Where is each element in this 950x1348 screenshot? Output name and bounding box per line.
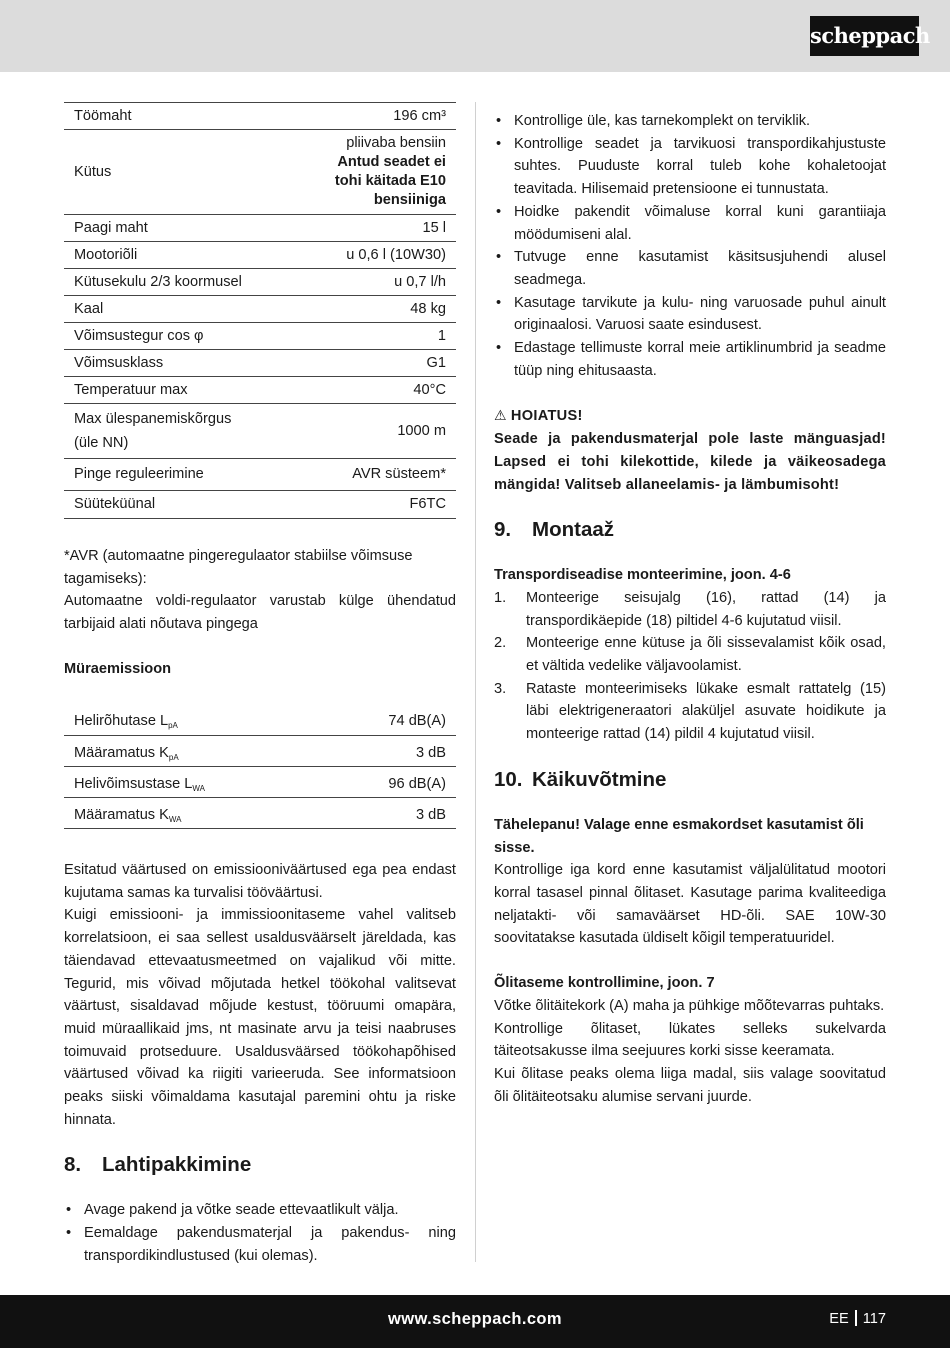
warning-title-text: HOIATUS! <box>510 408 583 425</box>
noise-heading: Müraemissioon <box>64 660 172 677</box>
avr-note-line: Automaatne voldi-regulaator varustab külge ühendatud tarbijaid alati nõutava pingega <box>64 593 456 633</box>
table-row <box>64 767 456 798</box>
noise-paragraph: Esitatud väärtused on emissiooniväärtused ega pea endast kujutama samas ka turvalisi tööväärtusi. <box>64 862 456 901</box>
spec-value: 1 <box>295 323 456 350</box>
table-row <box>64 323 456 350</box>
section-10-heading <box>494 766 886 794</box>
noise-label-text: Helivõimsustase L <box>74 775 193 792</box>
spec-label: Kütusekulu 2/3 koormusel <box>64 269 295 296</box>
spec-value: 40°C <box>295 377 456 404</box>
fuel-warning-line: tohi käitada E10 <box>334 173 446 189</box>
oil-paragraph: Kui õlitase peaks olema liiga madal, siis valage soovitatud õli õlitäiteotsaku alumise servani juurde. <box>494 1065 886 1105</box>
table-row <box>64 705 456 736</box>
section-number: 10. <box>494 767 523 791</box>
list-item: • Avage pakend ja võtke seade ettevaatlikult välja. <box>64 1199 456 1222</box>
spec-table <box>64 102 456 519</box>
spec-value: u 0,7 l/h <box>295 269 456 296</box>
assembly-steps <box>494 587 886 746</box>
spec-value: 15 l <box>295 215 456 242</box>
separator <box>855 1310 857 1326</box>
spec-label: Paagi maht <box>64 215 295 242</box>
warning-title <box>494 404 886 428</box>
noise-value: 96 dB(A) <box>323 767 456 798</box>
fuel-warning-line: Antud seadet ei <box>337 154 446 170</box>
right-column <box>494 110 886 1108</box>
unpack-list-right <box>494 110 886 382</box>
noise-label <box>64 705 323 736</box>
fuel-warning-line: bensiiniga <box>373 192 446 208</box>
spec-label: Võimsusklass <box>64 350 295 377</box>
list-item: • Eemaldage pakendusmaterjal ja pakendus- ning transpordikindlustused (kui olemas). <box>64 1222 456 1267</box>
warning-text: Seade ja pakendusmaterjal pole laste mänguasjad! Lapsed ei tohi kilekottide, kilede ja väikeosadega mängida! Valitseb allaneelamis- ja lämbumisoht! <box>494 431 886 493</box>
page-num: 117 <box>862 1311 886 1327</box>
table-row <box>64 404 456 459</box>
spec-value: u 0,6 l (10W30) <box>295 242 456 269</box>
header-bar <box>0 0 950 72</box>
noise-paragraph: Kuigi emissiooni- ja immissioonitaseme vahel valitseb korrelatsioon, ei saa sellest usaldusväärselt järeldada, kas täiendavad ettevaatusmeetmed on vajalikud või mitte. Tegurid, mis võivad mõjutada hetkel töökohal valitsevat väärtust, sisaldavad mõjude kestust, tööruumi omapära, muid müraallikaid jms, nt masinate arvu ja teisi naabruses toimuvaid protseduure. Usaldusväärsed töökohapõhised väärtused võivad ka riigiti varieeruda. See informatsioon peaks siiski võimaldama kasutajal paremini ohtu ja riske hinnata. <box>64 907 456 1128</box>
spec-value: F6TC <box>295 491 456 519</box>
section-8-heading <box>64 1151 456 1179</box>
warning-triangle-icon: ⚠ <box>494 407 507 424</box>
table-row <box>64 215 456 242</box>
brand-logo: scheppach <box>810 16 919 56</box>
oil-level-heading: Õlitaseme kontrollimine, joon. 7 <box>494 975 715 992</box>
table-row <box>64 242 456 269</box>
oil-check-paragraph: Kontrollige iga kord enne kasutamist väljalülitatud mootori korral tasasel pinnal õlitaset. Kasutage parima kvaliteediga neljatakti- või samaväärset HD-õli. SAE 10W-30 soovitatakse kasutada üldiselt kõigil temperatuuridel. <box>494 862 886 947</box>
noise-label <box>64 736 323 767</box>
noise-label-sub: pA <box>168 721 178 731</box>
list-item: • Kasutage tarvikute ja kulu- ning varuosade puhul ainult originaalosi. Varuosi saate esindusest. <box>494 292 886 337</box>
spec-value: 1000 m <box>295 404 456 459</box>
noise-label-text: Helirõhutase L <box>74 713 169 730</box>
spec-value: 48 kg <box>295 296 456 323</box>
spec-label: Kaal <box>64 296 295 323</box>
noise-label-sub: WA <box>192 783 206 793</box>
noise-value: 3 dB <box>323 798 456 829</box>
oil-paragraph: Kontrollige õlitaset, lükates selleks sukelvarda täiteotsakusse ilma seejuures korki sisse keeramata. <box>494 1020 886 1060</box>
spec-label-line: Max ülespanemiskõrgus <box>74 411 232 427</box>
section-title: Käikuvõtmine <box>532 767 667 791</box>
list-item: • Kontrollige seadet ja tarvikuosi transpordikahjustuste suhtes. Puuduste korral tuleb kohe kohaletoojat teavitada. Hilisemaid pretensioone ei tunnustata. <box>494 133 886 201</box>
step-number: 1. <box>494 589 507 606</box>
step-text: Monteerige enne kütuse ja õli sissevalamist kõik osad, et vältida vedelike väljavoolamist. <box>526 635 886 675</box>
list-item: • Tutvuge enne kasutamist käsitsusjuhendi alusel seadmega. <box>494 246 886 291</box>
list-item <box>494 632 886 677</box>
table-row <box>64 103 456 130</box>
step-text: Rataste monteerimiseks lükake esmalt rattatelg (15) läbi elektrigeneraatori alaküljel asuvate hoidikute ja monteerige rattad (14) pildil 4 kujutatud viisil. <box>526 680 886 743</box>
fuel-type: pliivaba bensiin <box>346 135 446 151</box>
spec-value: AVR süsteem* <box>295 459 456 491</box>
footer-bar <box>0 1295 950 1348</box>
table-row <box>64 269 456 296</box>
section-title: Lahtipakkimine <box>102 1153 252 1177</box>
table-row <box>64 736 456 767</box>
section-9-heading <box>494 516 886 544</box>
table-row <box>64 798 456 829</box>
assembly-subheading: Transpordiseadise monteerimine, joon. 4-6 <box>494 567 791 584</box>
table-row <box>64 459 456 491</box>
noise-label-text: Määramatus K <box>74 806 169 823</box>
list-item <box>494 678 886 746</box>
spec-label: Töömaht <box>64 103 295 130</box>
spec-label-line: (üle NN) <box>74 435 129 451</box>
unpack-list-left <box>64 1199 456 1267</box>
noise-table <box>64 705 456 830</box>
oil-paragraph: Võtke õlitäitekork (A) maha ja pühkige mõõtevarras puhtaks. <box>494 997 885 1014</box>
noise-label-sub: WA <box>168 814 182 824</box>
table-row <box>64 491 456 519</box>
noise-value: 3 dB <box>323 736 456 767</box>
section-title: Montaaž <box>532 518 614 542</box>
table-row <box>64 350 456 377</box>
list-item <box>494 587 886 632</box>
spec-value: 196 cm³ <box>295 103 456 130</box>
website-link[interactable]: www.scheppach.com <box>388 1310 562 1328</box>
section-number: 9. <box>494 518 512 542</box>
page-number <box>829 1308 886 1331</box>
spec-label: Temperatuur max <box>64 377 295 404</box>
column-divider <box>475 102 476 1262</box>
list-item: • Edastage tellimuste korral meie artiklinumbrid ja seadme tüüp ning ehitusaasta. <box>494 337 886 382</box>
spec-label <box>64 404 295 459</box>
noise-label-text: Määramatus K <box>74 744 169 761</box>
list-item: • Kontrollige üle, kas tarnekomplekt on terviklik. <box>494 110 886 133</box>
spec-label: Mootoriõli <box>64 242 295 269</box>
noise-label <box>64 798 323 829</box>
step-number: 3. <box>494 680 507 697</box>
spec-label: Pinge reguleerimine <box>64 459 295 491</box>
table-row <box>64 296 456 323</box>
noise-value: 74 dB(A) <box>323 705 456 736</box>
table-row <box>64 130 456 215</box>
oil-warning: Tähelepanu! Valage enne esmakordset kasutamist õli sisse. <box>494 816 864 856</box>
list-item: • Hoidke pakendit võimaluse korral kuni garantiiaja möödumiseni alal. <box>494 201 886 246</box>
noise-label-sub: pA <box>168 752 179 762</box>
table-row <box>64 377 456 404</box>
spec-value: G1 <box>295 350 456 377</box>
avr-note-line: *AVR (automaatne pingeregulaator stabiilse võimsuse tagamiseks): <box>64 548 413 587</box>
spec-value <box>295 130 456 215</box>
left-column <box>64 102 456 1268</box>
noise-label <box>64 767 323 798</box>
spec-label: Süüteküünal <box>64 491 295 519</box>
step-number: 2. <box>494 635 507 652</box>
language-code: EE <box>829 1311 849 1327</box>
section-number: 8. <box>64 1153 82 1177</box>
spec-label: Kütus <box>64 130 295 215</box>
step-text: Monteerige seisujalg (16), rattad (14) ja transpordikäepide (18) piltidel 4-6 kujutatud viisil. <box>526 589 886 629</box>
spec-label: Võimsustegur cos φ <box>64 323 295 350</box>
